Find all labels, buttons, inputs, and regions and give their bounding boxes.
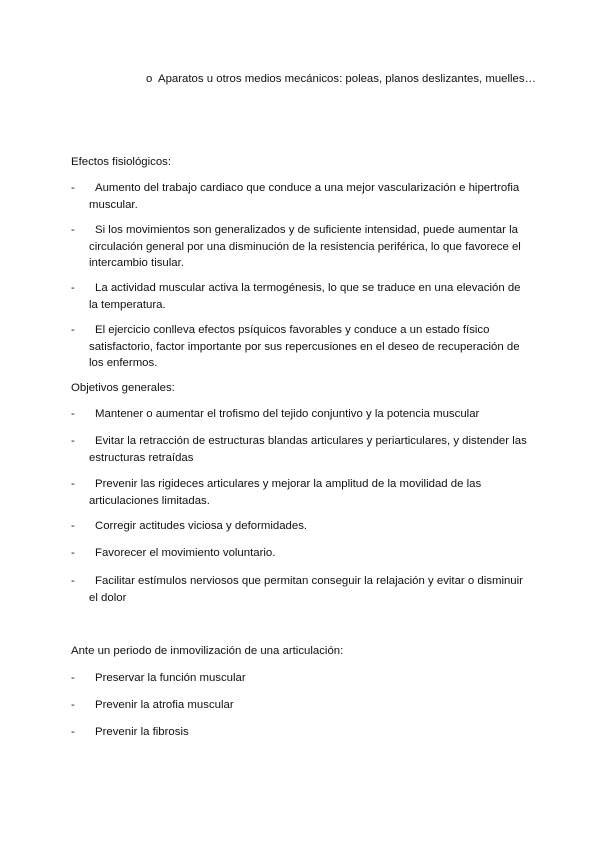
dash-bullet: -	[71, 435, 75, 447]
list-item	[71, 724, 531, 741]
effects-heading: Efectos fisiológicos:	[71, 156, 172, 168]
objectives-heading: Objetivos generales:	[71, 382, 175, 394]
list-item	[71, 322, 531, 372]
list-item	[71, 518, 531, 535]
dash-bullet: -	[71, 224, 75, 236]
list-item	[71, 545, 531, 562]
list-item	[71, 573, 531, 606]
dash-bullet: -	[71, 408, 75, 420]
list-item-text: Facilitar estímulos nerviosos que permitan conseguir la relajación y evitar o disminuir el dolor	[89, 575, 523, 604]
list-item	[71, 280, 531, 313]
sub-bullet-text: Aparatos u otros medios mecánicos: poleas, planos deslizantes, muelles…	[158, 73, 536, 85]
list-item	[71, 697, 531, 714]
list-item-text: La actividad muscular activa la termogénesis, lo que se traduce en una elevación de la temperatura.	[89, 282, 521, 311]
dash-bullet: -	[71, 726, 75, 738]
list-item	[71, 670, 531, 687]
dash-bullet: -	[71, 478, 75, 490]
dash-bullet: -	[71, 520, 75, 532]
list-item-text: Evitar la retracción de estructuras blandas articulares y periarticulares, y distender las estructuras retraídas	[89, 435, 527, 464]
dash-bullet: -	[71, 575, 75, 587]
list-item	[71, 180, 531, 213]
list-item-text: Prevenir la fibrosis	[95, 726, 189, 738]
immobilization-heading: Ante un periodo de inmovilización de una articulación:	[71, 645, 344, 657]
dash-bullet: -	[71, 672, 75, 684]
list-item-text: Aumento del trabajo cardiaco que conduce a una mejor vascularización e hipertrofia muscular.	[89, 182, 520, 211]
list-item	[71, 406, 531, 423]
dash-bullet: -	[71, 282, 75, 294]
dash-bullet: -	[71, 324, 75, 336]
dash-bullet: -	[71, 699, 75, 711]
list-item-text: Prevenir las rigideces articulares y mejorar la amplitud de la movilidad de las articulaciones limitadas.	[89, 478, 482, 507]
list-item-text: Prevenir la atrofia muscular	[95, 699, 234, 711]
circle-bullet-icon: o	[146, 73, 153, 85]
list-item-text: Preservar la función muscular	[95, 672, 246, 684]
list-item-text: Favorecer el movimiento voluntario.	[95, 547, 276, 559]
list-item	[71, 476, 531, 509]
list-item-text: Si los movimientos son generalizados y de suficiente intensidad, puede aumentar la circulación general por una disminución de la resistencia periférica, lo que favorece el intercambio tisular.	[89, 224, 521, 269]
sub-bullet-item	[146, 71, 566, 88]
list-item	[71, 433, 531, 466]
list-item-text: El ejercicio conlleva efectos psíquicos favorables y conduce a un estado físico satisfactorio, factor importante por sus repercusiones en el deseo de recuperación de los enfermos.	[89, 324, 520, 369]
list-item-text: Mantener o aumentar el trofismo del tejido conjuntivo y la potencia muscular	[95, 408, 480, 420]
list-item	[71, 222, 531, 272]
list-item-text: Corregir actitudes viciosa y deformidades.	[95, 520, 308, 532]
dash-bullet: -	[71, 182, 75, 194]
dash-bullet: -	[71, 547, 75, 559]
